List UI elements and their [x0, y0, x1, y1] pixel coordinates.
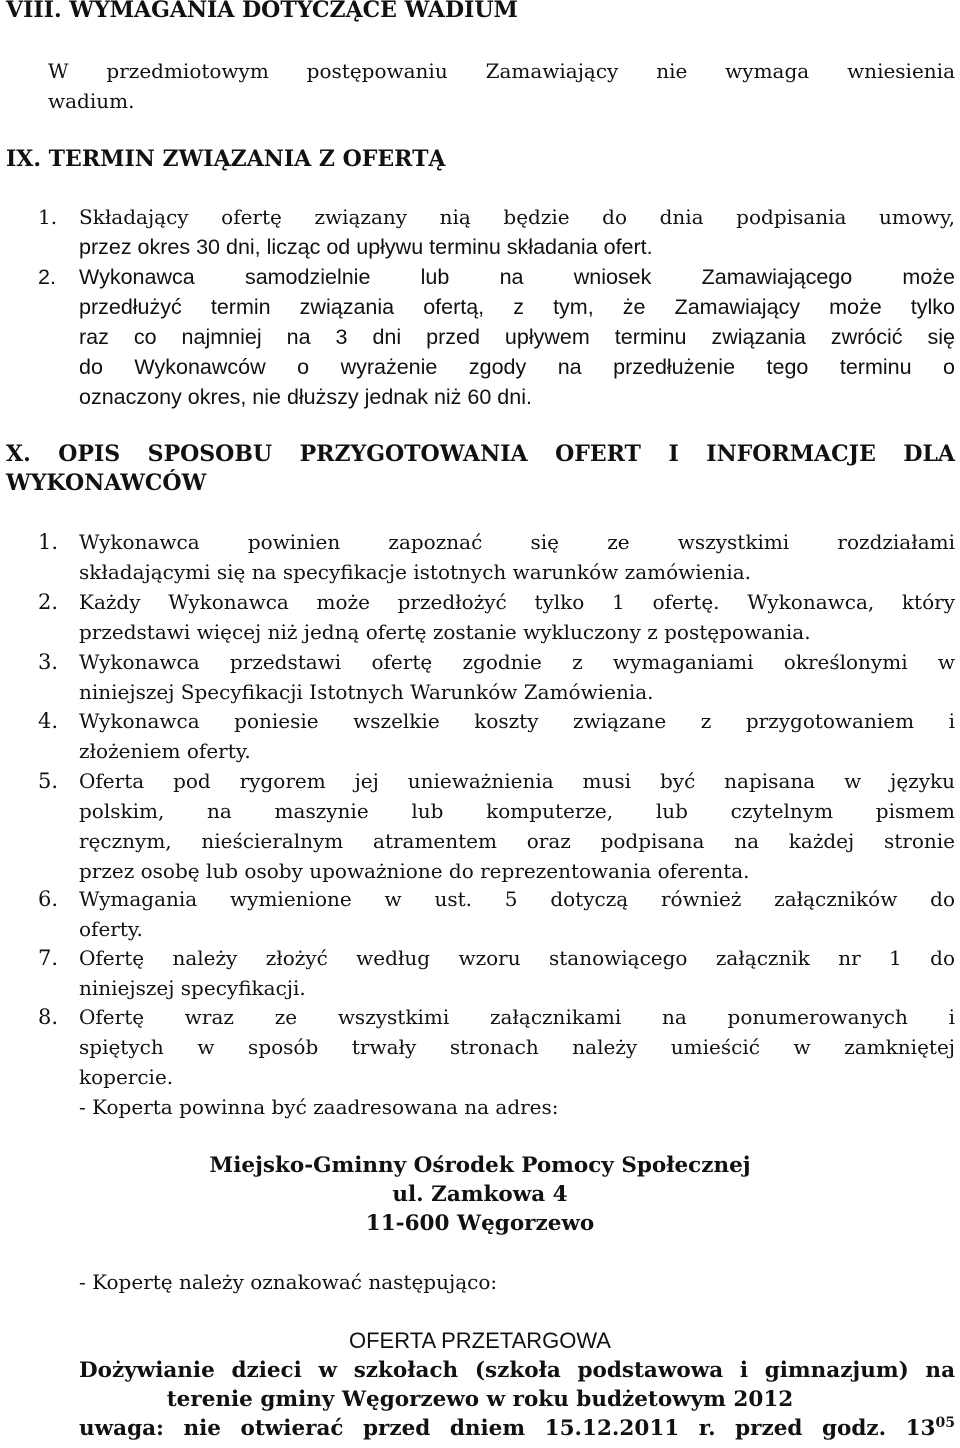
- section-10-item-3-line-2: niniejszej Specyfikacji Istotnych Warunków Zamówienia.: [79, 680, 654, 704]
- section-10-item-3-number: 3.: [38, 650, 59, 674]
- section-10-item-7-line-2: niniejszej specyfikacji.: [79, 976, 306, 1000]
- label-line-3: [79, 1414, 955, 1443]
- section-10-item-8-line-3: kopercie.: [79, 1065, 174, 1089]
- section-10-item-5-number: 5.: [38, 769, 59, 793]
- label-line-1: Dożywianie dzieci w szkołach (szkoła podstawowa i gimnazjum) na: [79, 1358, 955, 1383]
- section-8-text-line-2: wadium.: [48, 89, 135, 113]
- section-10-item-5-line-3: ręcznym, nieścieralnym atramentem oraz podpisana na każdej stronie: [79, 829, 955, 853]
- section-10-item-6-line-2: oferty.: [79, 917, 143, 941]
- section-10-item-6-line-1: Wymagania wymienione w ust. 5 dotyczą również załączników do: [79, 887, 955, 911]
- label-title: OFERTA PRZETARGOWA: [349, 1328, 611, 1353]
- label-line-3-superscript: 05: [935, 1414, 955, 1431]
- section-10-item-7-number: 7.: [38, 946, 59, 970]
- section-10-heading-line-1: X. OPIS SPOSOBU PRZYGOTOWANIA OFERT I INFORMACJE DLA: [6, 441, 955, 467]
- section-9-item-1-line-1: Składający ofertę związany nią będzie do dnia podpisania umowy,: [79, 205, 955, 229]
- section-9-item-1-number: 1.: [38, 205, 58, 229]
- section-10-item-7-line-1: Ofertę należy złożyć według wzoru stanowiącego załącznik nr 1 do: [79, 946, 955, 970]
- section-10-item-2-line-2: przedstawi więcej niż jedną ofertę zostanie wykluczony z postępowania.: [79, 620, 811, 644]
- section-10-item-6-number: 6.: [38, 887, 59, 911]
- section-10-item-2-line-1: Każdy Wykonawca może przedłożyć tylko 1 ofertę. Wykonawca, który: [79, 590, 955, 614]
- section-9-heading: IX. TERMIN ZWIĄZANIA Z OFERTĄ: [6, 146, 446, 172]
- address-intro: - Koperta powinna być zaadresowana na adres:: [79, 1095, 559, 1119]
- section-10-item-8-number: 8.: [38, 1005, 59, 1029]
- section-10-item-8-line-1: Ofertę wraz ze wszystkimi załącznikami na ponumerowanych i: [79, 1005, 955, 1029]
- section-10-item-3-line-1: Wykonawca przedstawi ofertę zgodnie z wymaganiami określonymi w: [79, 650, 955, 674]
- section-8-text-line-1: W przedmiotowym postępowaniu Zamawiający nie wymaga wniesienia: [48, 59, 955, 83]
- address-line-1: Miejsko-Gminny Ośrodek Pomocy Społecznej: [209, 1153, 751, 1178]
- section-9-item-1-line-2: przez okres 30 dni, licząc od upływu terminu składania ofert.: [79, 235, 653, 259]
- section-10-heading-line-2: WYKONAWCÓW: [6, 470, 207, 496]
- section-9-item-2-line-3: raz co najmniej na 3 dni przed upływem terminu związania zwrócić się: [79, 325, 955, 349]
- address-line-2: ul. Zamkowa 4: [392, 1182, 568, 1207]
- section-10-item-8-line-2: spiętych w sposób trwały stronach należy umieścić w zamkniętej: [79, 1035, 955, 1059]
- section-8-heading: VIII. WYMAGANIA DOTYCZĄCE WADIUM: [6, 0, 518, 23]
- label-line-3-text: uwaga: nie otwierać przed dniem 15.12.2011 r. przed godz. 13: [79, 1416, 936, 1441]
- section-9-item-2-line-2: przedłużyć termin związania ofertą, z tym, że Zamawiający może tylko: [79, 295, 955, 319]
- section-9-item-2-line-1: Wykonawca samodzielnie lub na wniosek Zamawiającego może: [79, 265, 955, 289]
- section-10-item-1-number: 1.: [38, 530, 59, 554]
- section-10-item-4-line-2: złożeniem oferty.: [79, 739, 251, 763]
- label-intro: - Kopertę należy oznakować następująco:: [79, 1270, 498, 1294]
- address-line-3: 11-600 Węgorzewo: [365, 1211, 595, 1236]
- section-9-item-2-number: 2.: [38, 265, 56, 289]
- section-10-item-4-number: 4.: [38, 709, 59, 733]
- section-10-item-4-line-1: Wykonawca poniesie wszelkie koszty związane z przygotowaniem i: [79, 709, 955, 733]
- section-10-item-5-line-1: Oferta pod rygorem jej unieważnienia musi być napisana w języku: [79, 769, 955, 793]
- section-10-item-5-line-4: przez osobę lub osoby upoważnione do reprezentowania oferenta.: [79, 859, 750, 883]
- section-10-item-1-line-2: składającymi się na specyfikacje istotnych warunków zamówienia.: [79, 560, 752, 584]
- label-line-2: terenie gminy Węgorzewo w roku budżetowym 2012: [166, 1387, 794, 1412]
- section-9-item-2-line-5: oznaczony okres, nie dłuższy jednak niż 60 dni.: [79, 385, 532, 409]
- section-9-item-2-line-4: do Wykonawców o wyrażenie zgody na przedłużenie tego terminu o: [79, 355, 955, 379]
- section-10-item-1-line-1: Wykonawca powinien zapoznać się ze wszystkimi rozdziałami: [79, 530, 955, 554]
- section-10-item-5-line-2: polskim, na maszynie lub komputerze, lub czytelnym pismem: [79, 799, 955, 823]
- section-10-item-2-number: 2.: [38, 590, 59, 614]
